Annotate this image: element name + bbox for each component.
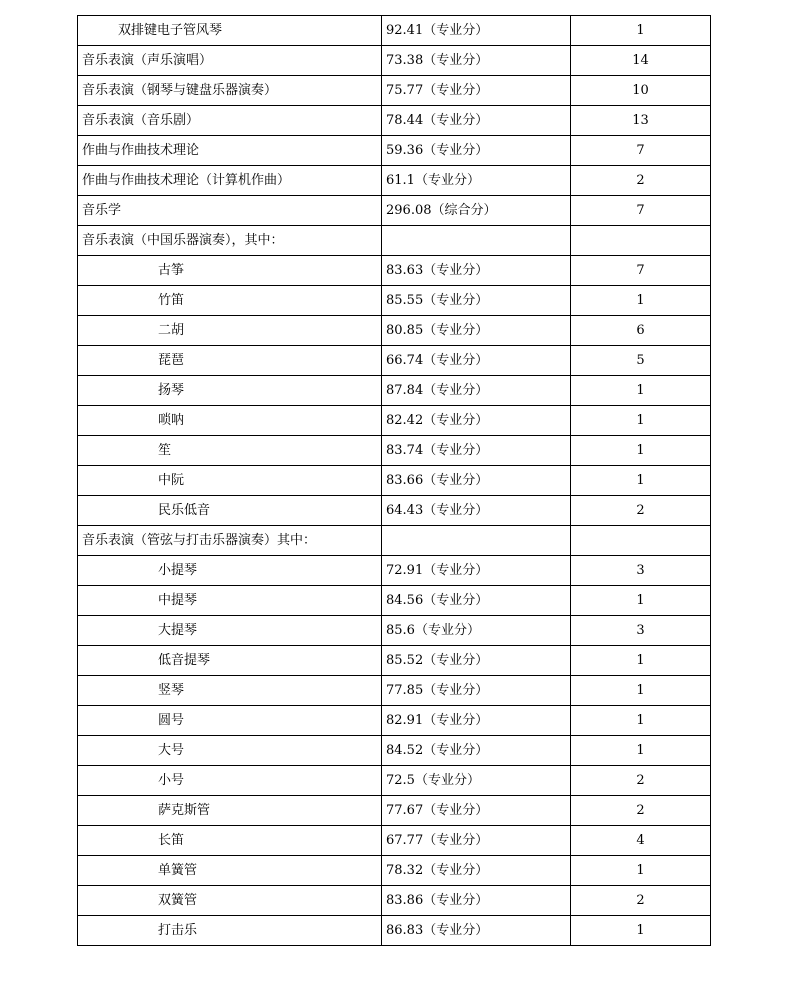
major-cell: 单簧管	[78, 856, 382, 886]
major-cell: 音乐表演（中国乐器演奏），其中：	[78, 226, 382, 256]
table-row	[78, 436, 711, 466]
table-row	[78, 766, 711, 796]
score-cell: 85.6（专业分）	[382, 616, 571, 646]
score-cell: 83.63（专业分）	[382, 256, 571, 286]
major-cell: 低音提琴	[78, 646, 382, 676]
major-cell: 音乐表演（管弦与打击乐器演奏）其中：	[78, 526, 382, 556]
count-cell: 1	[571, 706, 711, 736]
count-cell: 4	[571, 826, 711, 856]
table-row	[78, 316, 711, 346]
major-cell: 长笛	[78, 826, 382, 856]
major-cell: 笙	[78, 436, 382, 466]
table-row	[78, 586, 711, 616]
score-cell: 64.43（专业分）	[382, 496, 571, 526]
count-cell: 1	[571, 466, 711, 496]
major-cell: 中提琴	[78, 586, 382, 616]
table-row	[78, 466, 711, 496]
score-cell: 61.1（专业分）	[382, 166, 571, 196]
count-cell: 3	[571, 556, 711, 586]
score-cell: 85.52（专业分）	[382, 646, 571, 676]
major-cell: 唢呐	[78, 406, 382, 436]
score-cell: 78.32（专业分）	[382, 856, 571, 886]
table-body	[78, 16, 711, 946]
count-cell: 1	[571, 736, 711, 766]
score-cell: 82.91（专业分）	[382, 706, 571, 736]
count-cell: 10	[571, 76, 711, 106]
score-cell: 84.52（专业分）	[382, 736, 571, 766]
table-row	[78, 106, 711, 136]
table-row	[78, 16, 711, 46]
table-row	[78, 646, 711, 676]
major-cell: 打击乐	[78, 916, 382, 946]
major-cell: 萨克斯管	[78, 796, 382, 826]
score-cell: 84.56（专业分）	[382, 586, 571, 616]
score-cell: 66.74（专业分）	[382, 346, 571, 376]
count-cell: 1	[571, 16, 711, 46]
table-row	[78, 226, 711, 256]
score-cell: 296.08（综合分）	[382, 196, 571, 226]
major-cell: 扬琴	[78, 376, 382, 406]
count-cell: 5	[571, 346, 711, 376]
score-cell: 77.85（专业分）	[382, 676, 571, 706]
count-cell: 2	[571, 886, 711, 916]
table-row	[78, 346, 711, 376]
count-cell: 1	[571, 646, 711, 676]
table-row	[78, 616, 711, 646]
table-row	[78, 166, 711, 196]
count-cell: 1	[571, 286, 711, 316]
major-cell: 双簧管	[78, 886, 382, 916]
major-cell: 音乐表演（声乐演唱）	[78, 46, 382, 76]
count-cell: 2	[571, 496, 711, 526]
count-cell: 1	[571, 376, 711, 406]
count-cell: 7	[571, 256, 711, 286]
score-cell: 86.83（专业分）	[382, 916, 571, 946]
score-cell: 82.42（专业分）	[382, 406, 571, 436]
count-cell: 2	[571, 796, 711, 826]
count-cell: 1	[571, 856, 711, 886]
major-cell: 大提琴	[78, 616, 382, 646]
score-cell: 77.67（专业分）	[382, 796, 571, 826]
major-cell: 竹笛	[78, 286, 382, 316]
score-cell: 92.41（专业分）	[382, 16, 571, 46]
major-cell: 中阮	[78, 466, 382, 496]
count-cell: 2	[571, 166, 711, 196]
count-cell: 13	[571, 106, 711, 136]
score-cell: 67.77（专业分）	[382, 826, 571, 856]
score-cell	[382, 526, 571, 556]
count-cell	[571, 526, 711, 556]
major-cell: 音乐学	[78, 196, 382, 226]
table-row	[78, 826, 711, 856]
table-row	[78, 286, 711, 316]
major-cell: 二胡	[78, 316, 382, 346]
score-cell: 83.86（专业分）	[382, 886, 571, 916]
table-row	[78, 256, 711, 286]
table-row	[78, 46, 711, 76]
score-cell: 78.44（专业分）	[382, 106, 571, 136]
table-row	[78, 406, 711, 436]
score-cell: 72.91（专业分）	[382, 556, 571, 586]
count-cell: 14	[571, 46, 711, 76]
score-cell: 73.38（专业分）	[382, 46, 571, 76]
major-cell: 双排键电子管风琴	[78, 16, 382, 46]
count-cell: 2	[571, 766, 711, 796]
major-cell: 小号	[78, 766, 382, 796]
score-cell: 80.85（专业分）	[382, 316, 571, 346]
major-cell: 大号	[78, 736, 382, 766]
count-cell: 1	[571, 406, 711, 436]
score-cell	[382, 226, 571, 256]
table-row	[78, 526, 711, 556]
table-row	[78, 196, 711, 226]
table-row	[78, 556, 711, 586]
table-row	[78, 916, 711, 946]
table-row	[78, 676, 711, 706]
count-cell: 6	[571, 316, 711, 346]
score-cell: 83.74（专业分）	[382, 436, 571, 466]
score-cell: 59.36（专业分）	[382, 136, 571, 166]
count-cell: 1	[571, 436, 711, 466]
major-cell: 作曲与作曲技术理论	[78, 136, 382, 166]
count-cell: 1	[571, 676, 711, 706]
major-cell: 小提琴	[78, 556, 382, 586]
major-cell: 竖琴	[78, 676, 382, 706]
major-cell: 古筝	[78, 256, 382, 286]
count-cell: 1	[571, 916, 711, 946]
table-row	[78, 856, 711, 886]
score-cell: 87.84（专业分）	[382, 376, 571, 406]
admission-score-table	[77, 15, 711, 946]
table-row	[78, 376, 711, 406]
table-row	[78, 886, 711, 916]
major-cell: 琵琶	[78, 346, 382, 376]
score-cell: 83.66（专业分）	[382, 466, 571, 496]
major-cell: 圆号	[78, 706, 382, 736]
major-cell: 音乐表演（钢琴与键盘乐器演奏）	[78, 76, 382, 106]
count-cell	[571, 226, 711, 256]
score-cell: 75.77（专业分）	[382, 76, 571, 106]
score-cell: 85.55（专业分）	[382, 286, 571, 316]
table-row	[78, 796, 711, 826]
count-cell: 3	[571, 616, 711, 646]
table-row	[78, 736, 711, 766]
score-cell: 72.5（专业分）	[382, 766, 571, 796]
major-cell: 音乐表演（音乐剧）	[78, 106, 382, 136]
table-row	[78, 496, 711, 526]
count-cell: 7	[571, 136, 711, 166]
table-row	[78, 706, 711, 736]
major-cell: 作曲与作曲技术理论（计算机作曲）	[78, 166, 382, 196]
table-row	[78, 76, 711, 106]
count-cell: 1	[571, 586, 711, 616]
major-cell: 民乐低音	[78, 496, 382, 526]
table-row	[78, 136, 711, 166]
count-cell: 7	[571, 196, 711, 226]
